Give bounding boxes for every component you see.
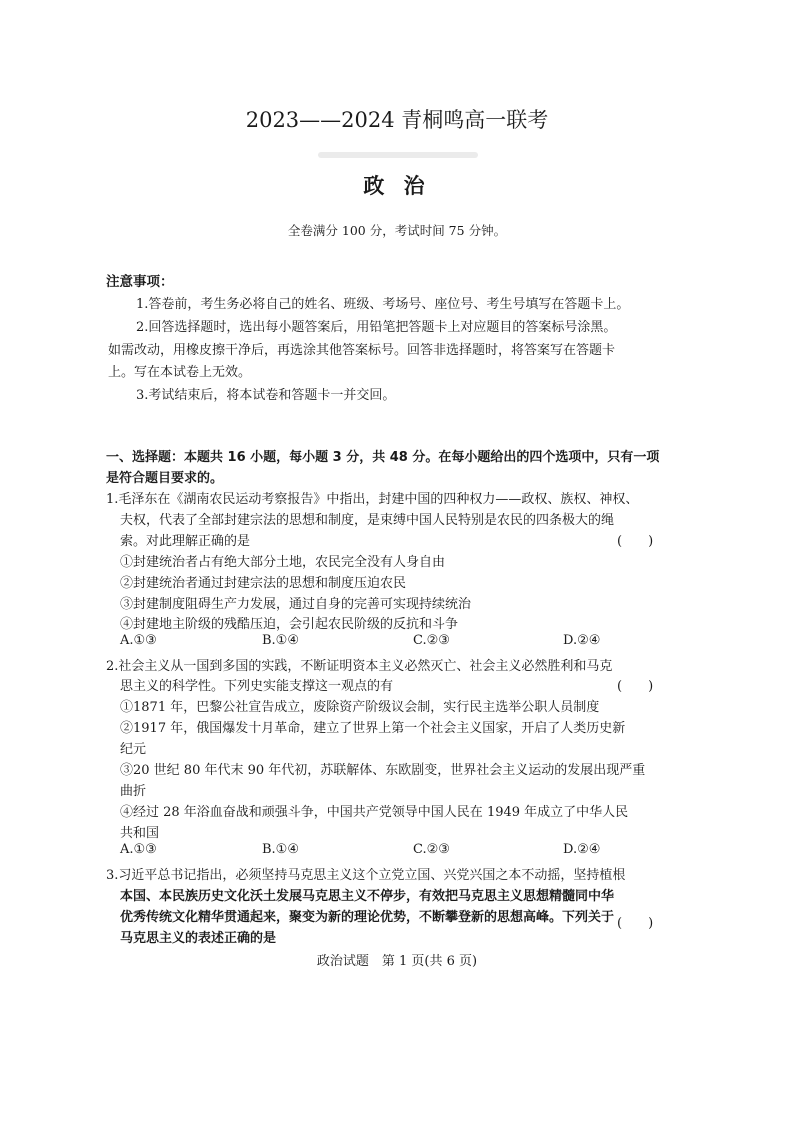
question-1-statement-3: ③封建制度阻碍生产力发展，通过自身的完善可实现持续统治 [120, 597, 472, 612]
question-1-statement-1: ①封建统治者占有绝大部分土地，农民完全没有人身自由 [120, 555, 446, 570]
question-1-statement-4: ④封建地主阶级的残酷压迫，会引起农民阶级的反抗和斗争 [120, 617, 459, 632]
notice-line-2: 2.回答选择题时，选出每小题答案后，用铅笔把答题卡上对应题目的答案标号涂黑。 [136, 320, 617, 335]
question-2-statement-3-cont: 曲折 [120, 784, 147, 799]
question-2-stem-1: 2.社会主义从一国到多国的实践，不断证明资本主义必然灭亡、社会主义必然胜利和马克 [106, 659, 613, 674]
question-2-option-c: C.②③ [413, 842, 450, 857]
question-3-stem-3: 优秀传统文化精华贯通起来，聚变为新的理论优势，不断攀登新的思想高峰。下列关于 [120, 910, 615, 925]
question-1-option-b: B.①④ [262, 633, 299, 648]
notice-line-1: 1.答卷前，考生务必将自己的姓名、班级、考场号、座位号、考生号填写在答题卡上。 [136, 297, 630, 312]
question-2-statement-2-cont: 纪元 [120, 742, 147, 757]
question-2-option-a: A.①③ [120, 842, 157, 857]
question-2-statement-3: ③20 世纪 80 年代末 90 年代初，苏联解体、东欧剧变，世界社会主义运动的发展出现严重 [120, 763, 646, 778]
question-3-stem-4: 马克思主义的表述正确的是 [120, 931, 277, 946]
subject-title: 政 治 [363, 174, 431, 198]
scan-smudge [318, 152, 478, 158]
question-2-statement-1: ①1871 年，巴黎公社宣告成立，废除资产阶级议会制，实行民主选举公职人员制度 [120, 700, 600, 715]
notice-line-4: 上。写在本试卷上无效。 [108, 365, 252, 380]
question-1-stem-2: 夫权，代表了全部封建宗法的思想和制度，是束缚中国人民特别是农民的四条极大的绳 [120, 513, 615, 528]
notice-title: 注意事项： [106, 274, 174, 290]
section-instruction-2: 是符合题目要求的。 [106, 471, 224, 486]
question-1-stem-1: 1.毛泽东在《湖南农民运动考察报告》中指出，封建中国的四种权力——政权、族权、神权、 [106, 492, 639, 507]
section-instruction-1: 一、选择题：本题共 16 小题，每小题 3 分，共 48 分。在每小题给出的四个选项中，只有一项 [106, 450, 660, 465]
question-2-option-b: B.①④ [262, 842, 299, 857]
question-3-stem-1: 3.习近平总书记指出，必须坚持马克思主义这个立党立国、兴党兴国之本不动摇，坚持植根 [106, 868, 626, 883]
question-1-statement-2: ②封建统治者通过封建宗法的思想和制度压迫农民 [120, 576, 407, 591]
notice-line-5: 3.考试结束后，将本试卷和答题卡一并交回。 [136, 388, 396, 403]
question-1-option-d: D.②④ [563, 633, 601, 648]
question-2-statement-2: ②1917 年，俄国爆发十月革命，建立了世界上第一个社会主义国家，开启了人类历史新 [120, 721, 626, 736]
question-3-stem-2: 本国、本民族历史文化沃土发展马克思主义不停步，有效把马克思主义思想精髓同中华 [120, 889, 615, 904]
score-info: 全卷满分 100 分，考试时间 75 分钟。 [287, 223, 507, 238]
notice-line-3: 如需改动，用橡皮擦干净后，再选涂其他答案标号。回答非选择题时，将答案写在答题卡 [108, 343, 616, 358]
question-2-answer-paren: ( ) [617, 679, 654, 694]
question-2-statement-4: ④经过 28 年浴血奋战和顽强斗争，中国共产党领导中国人民在 1949 年成立了中华人民 [120, 805, 629, 820]
page-footer: 政治试题 第 1 页(共 6 页) [316, 954, 478, 969]
question-1-option-a: A.①③ [120, 633, 157, 648]
question-2-statement-4-cont: 共和国 [120, 826, 160, 841]
question-1-stem-3: 索。对此理解正确的是 [120, 534, 251, 549]
question-3-answer-paren: ( ) [617, 916, 654, 931]
question-1-answer-paren: ( ) [617, 534, 654, 549]
exam-title: 2023——2024 青桐鸣高一联考 [245, 108, 549, 132]
question-1-option-c: C.②③ [413, 633, 450, 648]
question-2-stem-2: 思主义的科学性。下列史实能支撑这一观点的有 [120, 679, 394, 694]
question-2-option-d: D.②④ [563, 842, 601, 857]
